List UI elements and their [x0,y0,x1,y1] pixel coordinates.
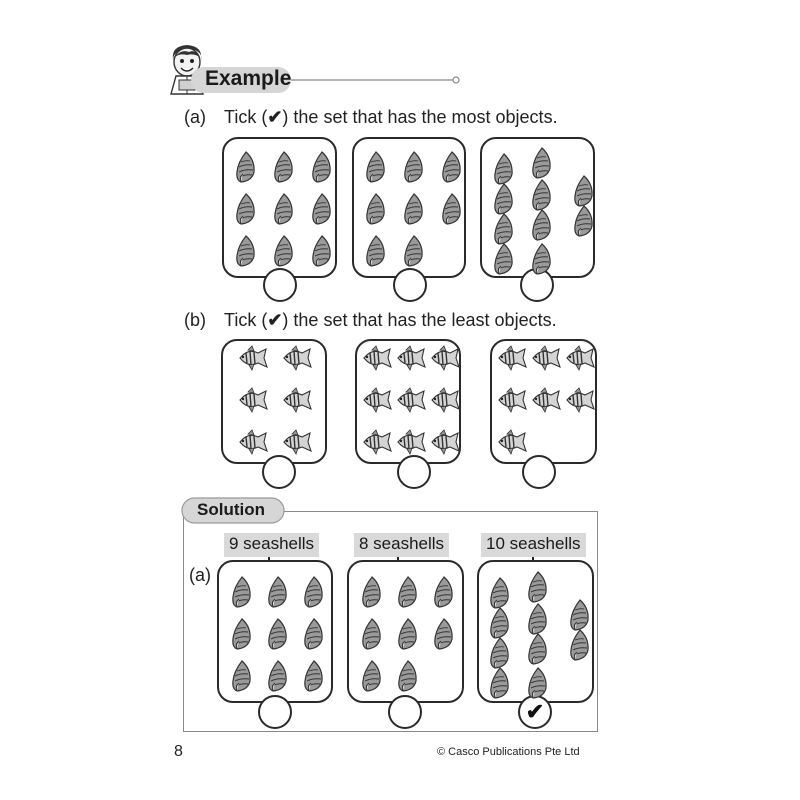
seashell-icon [264,659,292,693]
fish-icon [428,345,462,371]
seashell-icon [270,192,298,226]
question-b-tick-symbol: ✔ [267,310,283,330]
question-b-label: (b) [184,310,206,330]
seashell-icon [528,146,556,180]
question-a-prefix: Tick ( [224,107,268,127]
fish-icon [563,387,597,413]
seashell-icon [362,150,390,184]
fish-icon [563,345,597,371]
seashell-icon [308,234,336,268]
copyright-notice: © Casco Publications Pte Ltd [437,746,580,758]
fish-icon [495,429,529,455]
question-b-prefix: Tick ( [224,310,268,330]
fish-icon [280,345,314,371]
seashell-icon [358,617,386,651]
fish-icon [428,387,462,413]
seashell-icon [308,150,336,184]
seashell-icon [486,576,514,610]
fish-icon [529,345,563,371]
seashell-icon [362,192,390,226]
seashell-icon [264,617,292,651]
answer-circle-b2[interactable] [397,455,431,489]
seashell-icon [490,182,518,216]
fish-icon [529,387,563,413]
seashell-icon [394,617,422,651]
question-a-tick-symbol: ✔ [267,107,283,127]
fish-icon [236,387,270,413]
answer-circle-a2[interactable] [393,268,427,302]
question-b-text [184,310,557,331]
seashell-icon [394,575,422,609]
seashell-icon [528,208,556,242]
seashell-icon [400,234,428,268]
seashell-icon [300,617,328,651]
seashell-icon [528,242,556,276]
fish-icon [360,387,394,413]
fish-icon [360,345,394,371]
seashell-icon [232,192,260,226]
fish-icon [495,387,529,413]
seashell-icon [570,204,598,238]
count-label-1: 9 seashells [224,533,319,557]
solution-circle-3 [518,695,552,729]
seashell-icon [232,150,260,184]
solution-tick-mark: ✔ [525,699,545,724]
seashell-icon [524,602,552,636]
fish-icon [394,387,428,413]
fish-icon [236,345,270,371]
answer-circle-b1[interactable] [262,455,296,489]
seashell-icon [394,659,422,693]
solution-title: Solution [197,500,265,519]
seashell-icon [270,150,298,184]
question-a-label: (a) [184,107,206,127]
seashell-icon [524,632,552,666]
seashell-icon [228,575,256,609]
solution-part-label: (a) [189,565,211,585]
seashell-icon [358,575,386,609]
solution-circle-2 [388,695,422,729]
seashell-icon [566,628,594,662]
seashell-icon [490,152,518,186]
seashell-icon [270,234,298,268]
seashell-icon [528,178,556,212]
example-banner [191,66,459,94]
fish-icon [236,429,270,455]
solution-circle-1 [258,695,292,729]
count-label-2: 8 seashells [354,533,449,557]
seashell-icon [566,598,594,632]
seashell-icon [232,234,260,268]
fish-icon [394,345,428,371]
seashell-icon [430,575,458,609]
example-title: Example [205,67,292,90]
seashell-icon [438,192,466,226]
answer-circle-a1[interactable] [263,268,297,302]
fish-icon [428,429,462,455]
seashell-icon [300,659,328,693]
question-b-suffix: ) the set that has the least objects. [282,310,557,330]
seashell-icon [490,242,518,276]
seashell-icon [300,575,328,609]
fish-icon [280,429,314,455]
fish-icon [360,429,394,455]
answer-circle-b3[interactable] [522,455,556,489]
fish-icon [495,345,529,371]
seashell-icon [524,570,552,604]
seashell-icon [570,174,598,208]
question-a-text [184,107,558,128]
seashell-icon [490,212,518,246]
seashell-icon [358,659,386,693]
page-number: 8 [174,743,183,760]
seashell-icon [438,150,466,184]
seashell-icon [228,659,256,693]
seashell-icon [486,636,514,670]
seashell-icon [228,617,256,651]
seashell-icon [362,234,390,268]
seashell-icon [486,666,514,700]
seashell-icon [264,575,292,609]
seashell-icon [486,606,514,640]
seashell-icon [400,150,428,184]
question-a-suffix: ) the set that has the most objects. [282,107,558,127]
fish-icon [280,387,314,413]
seashell-icon [308,192,336,226]
fish-icon [394,429,428,455]
seashell-icon [524,666,552,700]
example-header [165,40,605,100]
seashell-icon [430,617,458,651]
seashell-icon [400,192,428,226]
count-label-3: 10 seashells [481,533,586,557]
